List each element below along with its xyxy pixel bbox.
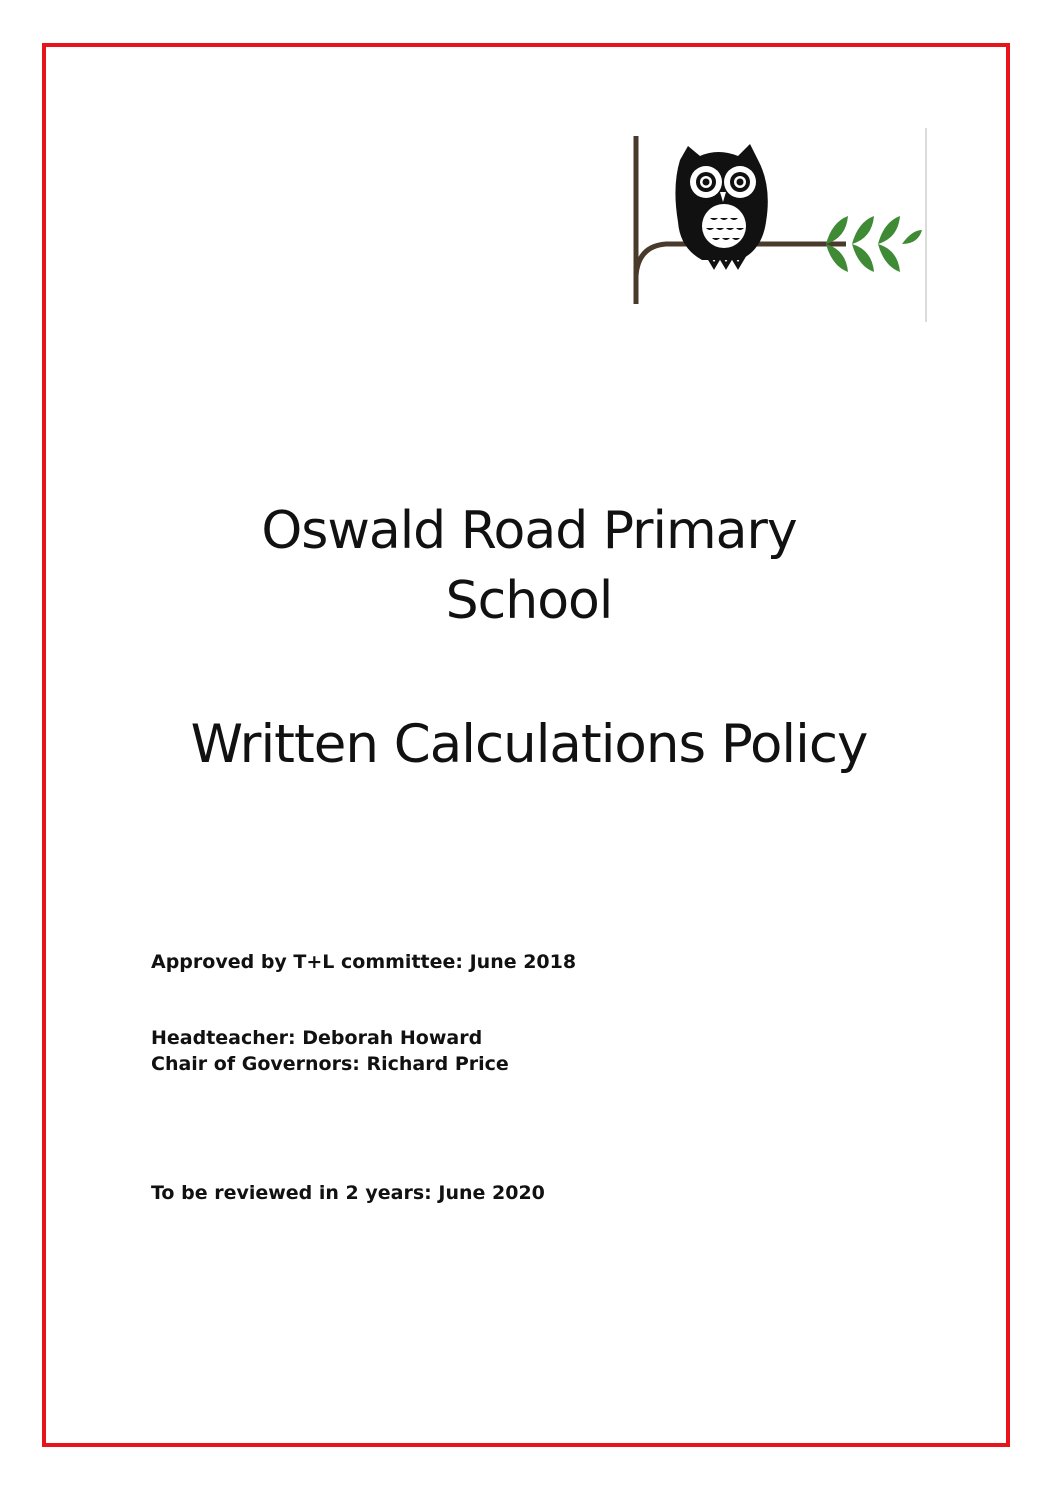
school-name (42, 496, 1016, 636)
review-date-line: To be reviewed in 2 years: June 2020 (151, 1182, 545, 1204)
owl-icon (675, 144, 767, 266)
school-name-line1: Oswald Road Primary (261, 501, 797, 561)
owl-on-branch-logo-icon (626, 126, 930, 326)
policy-title: Written Calculations Policy (190, 714, 868, 775)
headteacher-line: Headteacher: Deborah Howard (151, 1027, 483, 1049)
chair-of-governors-line: Chair of Governors: Richard Price (151, 1053, 509, 1075)
school-name-line2: School (445, 571, 613, 631)
approval-line: Approved by T+L committee: June 2018 (151, 951, 577, 973)
school-logo (626, 126, 930, 326)
